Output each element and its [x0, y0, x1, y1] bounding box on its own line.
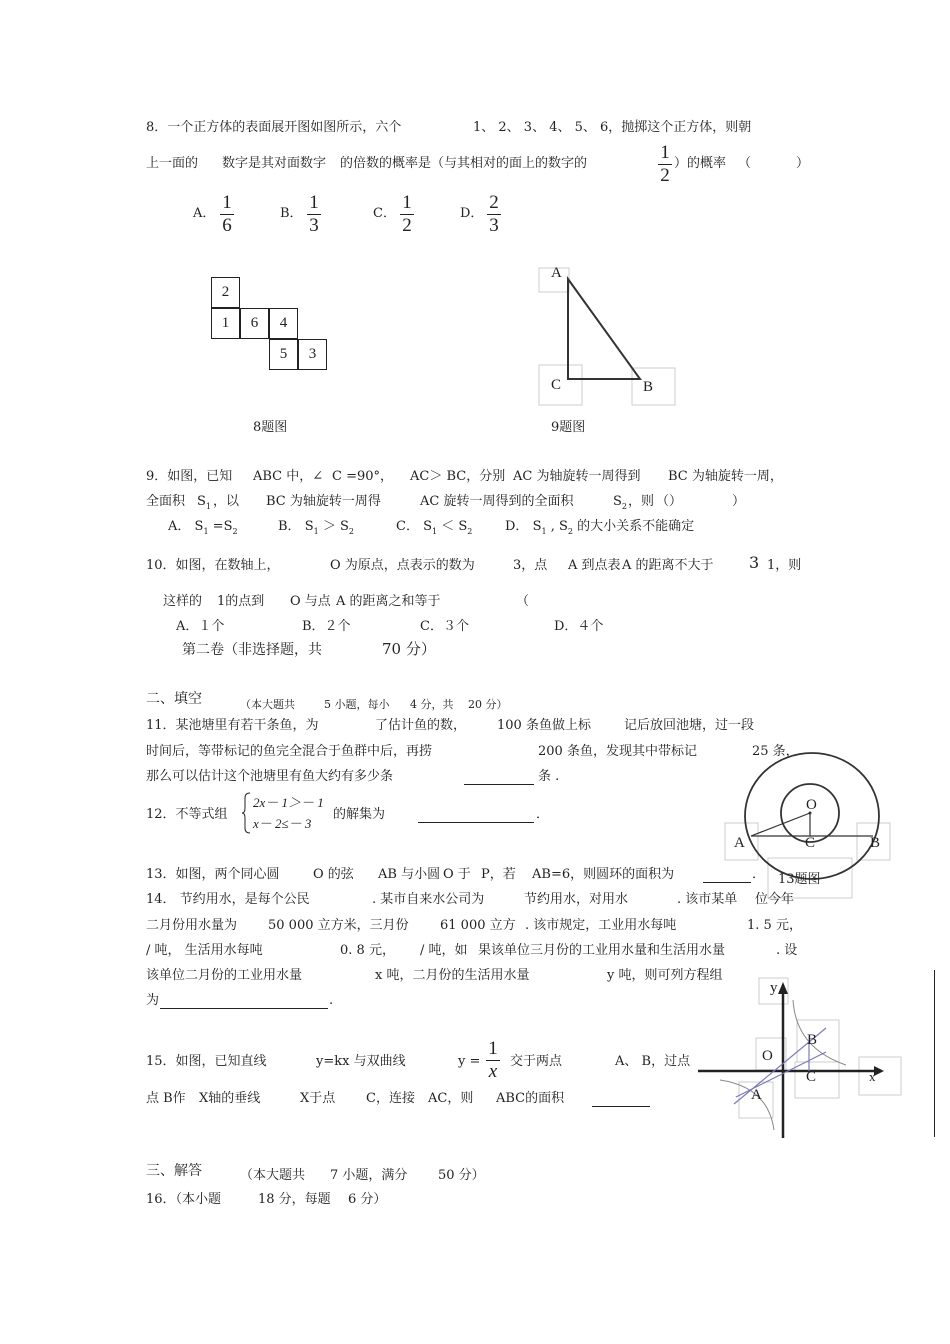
s-symbol: S [197, 494, 206, 509]
q15-frac-num: 1 [488, 1038, 498, 1059]
label-box [795, 1062, 839, 1098]
q8-half-fraction [657, 142, 673, 187]
q8-opt-c-label: C． [373, 206, 396, 221]
system-brace [242, 792, 252, 834]
q14-line4a: 该单位二月份的工业用水量 [146, 968, 303, 983]
q15-line2e: AC，则 [428, 1091, 474, 1106]
q14-line3a: / 吨， 生活用水每吨 [146, 943, 263, 958]
q8-opt-b-label: B． [280, 206, 303, 221]
s-symbol: S [340, 519, 349, 534]
hyperbola-graph-figure [698, 970, 904, 1140]
graph-a-label: A [751, 1087, 762, 1103]
q9-option-b [278, 519, 354, 540]
q9-line2c: ，以 [213, 494, 240, 509]
subscript: 2 [348, 527, 354, 536]
q11-line2b: 200 条鱼，发现其中带标记 [538, 744, 697, 759]
q15-line1a: 15．如图，已知直线 [146, 1054, 267, 1069]
sec2-note-d: 20 分） [468, 698, 508, 711]
q11-line1d: 记后放回池塘，过一段 [624, 718, 755, 733]
q14-line3c: / 吨，如 [420, 943, 468, 958]
q8-opt-d-fraction [486, 192, 502, 237]
vertex-b-label: B [643, 379, 654, 395]
subscript: 1 [203, 527, 209, 536]
q9-option-a [168, 519, 238, 540]
q11-line2c: 25 条， [752, 744, 799, 759]
q12-suffix: 的解集为 [333, 807, 386, 822]
circle-o-label: O [806, 797, 817, 813]
q16-line-c: 6 分） [348, 1192, 387, 1207]
q9-line1b: ABC 中，∠ [253, 469, 324, 484]
q11-line1b: 了估计鱼的数， [375, 718, 467, 733]
relation: ＜ [441, 519, 455, 534]
q8-opt-b-den: 3 [309, 215, 319, 236]
q8-opt-d-num: 2 [489, 192, 499, 213]
q8-opt-c-den: 2 [402, 215, 412, 236]
q9-line1d: AC＞ BC，分别 [410, 469, 506, 484]
q14-line4c: y 吨，则可列方程组 [607, 968, 723, 983]
q14-line3d: 果该单位三月份的工业用水量和生活用水量 [478, 943, 726, 958]
q14-line2e: 1. 5 元， [747, 918, 802, 933]
net-cell: 6 [240, 308, 269, 339]
graph-b-label: B [807, 1032, 818, 1048]
q10-line1d: A 到点表 [568, 558, 621, 573]
opt-text: 的大小关系不能确定 [577, 519, 695, 534]
q11-line3b: 条 . [538, 769, 560, 784]
s-symbol: S [304, 519, 314, 534]
part2-heading-b: 70 分） [382, 640, 436, 658]
q10-line1f: 3 [749, 553, 760, 572]
sec2-note-a: （本大题共 [240, 698, 295, 711]
q8-opt-a-den: 6 [222, 215, 232, 236]
q9-line2a: 全面积 [146, 494, 186, 509]
circle-c-label: C [805, 835, 816, 851]
q13-line-b: O 的弦 [313, 867, 354, 882]
part2-heading-a: 第二卷（非选择题，共 [182, 642, 322, 658]
q14-line3e: . 设 [776, 943, 798, 958]
s-symbol: S [423, 519, 432, 534]
subscript: 1 [205, 502, 211, 511]
q9-line1f: BC 为轴旋转一周， [668, 469, 783, 484]
q8-line2a: 上一面的 [146, 156, 199, 171]
s-symbol: S [532, 519, 542, 534]
graph-x-label: x [869, 1069, 876, 1084]
q10-line1b: O 为原点，点表示的数为 [330, 558, 475, 573]
q8-paren-open: （ [738, 156, 752, 171]
q9-line1c: C =90°， [332, 469, 394, 484]
q8-opt-b-num: 1 [309, 192, 319, 213]
hyperbola-branch-2 [720, 1080, 774, 1130]
q9-line1a: 9．如图，已知 [146, 469, 233, 484]
q8-opt-d-label: D． [460, 206, 484, 221]
net-cell: 2 [211, 277, 240, 308]
q8-opt-b-fraction [306, 192, 322, 237]
q10-line2c: O 与点 [290, 594, 331, 609]
sec2-note-c: 4 分，共 [410, 698, 454, 711]
q11-line3a: 那么可以估计这个池塘里有鱼大约有多少条 [146, 769, 394, 784]
q15-line2b: X轴的垂线 [199, 1091, 261, 1106]
q11-line2a: 时间后，等带标记的鱼完全混合于鱼群中后，再捞 [146, 744, 433, 759]
q9-line2b [197, 494, 211, 515]
q13-answer-blank [703, 882, 751, 883]
opt-label: B． [278, 519, 301, 534]
q14-line1a: 14． 节约用水，是每个公民 [146, 892, 310, 907]
outer-circle [745, 753, 879, 879]
sec3-note-c: 50 分） [438, 1168, 485, 1183]
sec3-note-b: 7 小题，满分 [330, 1168, 408, 1183]
q9-line2e: AC 旋转一周得到的全面积 [420, 494, 574, 509]
q8-paren-close: ） [796, 156, 810, 171]
q12-end: ． [536, 807, 550, 822]
sec2-note-b: 5 小题，每小 [324, 698, 390, 711]
q12-label: 12．不等式组 [146, 807, 228, 822]
q8-half-den: 2 [660, 165, 670, 186]
circle-a-label: A [734, 835, 745, 851]
q15-answer-blank [592, 1106, 650, 1107]
q8-opt-a-num: 1 [222, 192, 232, 213]
q9-line2f [613, 494, 627, 515]
q15-line1b: y=kx 与双曲线 [316, 1054, 406, 1069]
q10-line2d: A 的距离之和等于 [336, 594, 441, 609]
q9-line1e: AC 为轴旋转一周得到 [513, 469, 641, 484]
q10-line2b: 1的点到 [217, 594, 265, 609]
q14-line3b: 0. 8 元， [340, 943, 395, 958]
q15-frac-den: x [488, 1061, 498, 1082]
vertex-a-label: A [551, 265, 562, 281]
q8-line2d: ）的概率 [674, 156, 727, 171]
subscript: 2 [232, 527, 238, 536]
label-box [859, 1057, 901, 1095]
q8-opt-c-num: 1 [402, 192, 412, 213]
q11-line1c: 100 条鱼做上标 [497, 718, 591, 733]
q9-line2d: BC 为轴旋转一周得 [266, 494, 381, 509]
q12-inequality-1: 2x－ 1＞－ 1 [253, 795, 324, 810]
q14-line1e: 位今年 [755, 892, 795, 907]
q13-line-a: 13．如图，两个同心圆 [146, 867, 280, 882]
q14-line2a: 二月份用水量为 [146, 918, 238, 933]
q8-line1b: 1、 2、 3、 4、 5、 6，抛掷这个正方体，则朝 [473, 120, 752, 135]
q10-line1a: 10．如图，在数轴上， [146, 558, 280, 573]
margin-line [934, 970, 935, 1137]
q14-line5a: 为 [146, 993, 160, 1008]
q14-line1b: . 某市自来水公司为 [372, 892, 485, 907]
q8-line1a: 8．一个正方体的表面展开图如图所示，六个 [146, 120, 402, 135]
s-symbol: S [458, 519, 468, 534]
q15-line1e: A、 B，过点 [615, 1054, 691, 1069]
q8-opt-d-den: 3 [489, 215, 499, 236]
q9-line2g: ，则 [628, 494, 655, 509]
q11-line1a: 11．某池塘里有若干条鱼，为 [146, 718, 319, 733]
subscript: 1 [432, 527, 438, 536]
graph-y-label: y [770, 980, 778, 996]
q14-line2b: 50 000 立方米，三月份 [268, 918, 409, 933]
q16-line-b: 18 分，每题 [258, 1192, 331, 1207]
q12-inequality-2: x－ 2≤－ 3 [253, 816, 312, 831]
q14-answer-blank [160, 1008, 328, 1009]
q13-line-end: ． [752, 867, 766, 882]
opt-label: D． [505, 519, 529, 534]
q8-opt-a-fraction [219, 192, 235, 237]
s-symbol: S [613, 494, 622, 509]
graph-c-label: C [806, 1069, 817, 1085]
q15-line2a: 点 B作 [146, 1091, 186, 1106]
s-symbol: S [194, 519, 204, 534]
relation: ＞ [322, 519, 336, 534]
q9-line2h: （） [656, 494, 683, 509]
q15-line1c: y = [458, 1054, 481, 1069]
s-symbol: , S [550, 519, 568, 534]
q13-line-d: O 于 [443, 867, 471, 882]
q10-opt-b: B．２个 [302, 619, 351, 634]
q15-line2d: C，连接 [366, 1091, 415, 1106]
q14-line2d: . 该市规定，工业用水每吨 [525, 918, 677, 933]
q11-answer-blank [464, 784, 534, 785]
q8-line2b: 数字是其对面数字 [222, 156, 327, 171]
q10-opt-d: D．４个 [554, 619, 604, 634]
opt-label: A． [168, 519, 191, 534]
subscript: 2 [567, 527, 573, 536]
q9-option-c [396, 519, 472, 540]
q8-opt-c-fraction [399, 192, 415, 237]
q10-opt-a: A．１个 [176, 619, 225, 634]
opt-label: C． [396, 519, 419, 534]
q8-line2c: 的倍数的概率是（与其相对的面上的数字的 [340, 156, 588, 171]
q10-line1e: A 的距离不大于 [622, 558, 714, 573]
subscript: 2 [467, 527, 473, 536]
q15-line1d: 交于两点 [510, 1054, 563, 1069]
q14-line1c: 节约用水，对用水 [524, 892, 629, 907]
q13-caption: 13题图 [778, 872, 821, 887]
q12-answer-blank [418, 822, 534, 823]
net-cell: 3 [298, 339, 327, 370]
net-cell: 1 [211, 308, 240, 339]
q14-line2c: 61 000 立方 [440, 918, 516, 933]
q8-caption: 8题图 [253, 420, 288, 435]
sec3-note-a: （本大题共 [240, 1168, 306, 1183]
q13-line-e: P，若 [481, 867, 516, 882]
q9-line2i: ） [732, 494, 746, 509]
label-box [632, 368, 675, 405]
q13-line-c: AB 与小圆 [378, 867, 441, 882]
q13-line-f: AB=6，则圆环的面积为 [532, 867, 675, 882]
graph-o-label: O [762, 1048, 773, 1064]
q9-caption: 9题图 [551, 420, 586, 435]
q10-line1c: 3，点 [513, 558, 548, 573]
subscript: 1 [541, 527, 547, 536]
q9-option-d [505, 519, 694, 540]
circle-b-label: B [870, 835, 881, 851]
q15-line2f: ABC的面积 [496, 1091, 565, 1106]
q14-line5b: . [329, 993, 334, 1008]
q16-line-a: 16．（本小题 [146, 1192, 222, 1207]
right-triangle [568, 279, 640, 379]
q10-opt-c: C．３个 [420, 619, 469, 634]
q14-line4b: x 吨，二月份的生活用水量 [375, 968, 530, 983]
vertex-c-label: C [551, 377, 562, 393]
q10-line1g: 1，则 [767, 558, 802, 573]
net-cell: 5 [269, 339, 298, 370]
q10-line2a: 这样的 [163, 594, 203, 609]
q15-fraction [485, 1038, 501, 1083]
sec2-title: 二、填空 [146, 691, 202, 707]
sec3-title: 三、解答 [146, 1163, 202, 1179]
q10-line2e: （ [516, 594, 530, 609]
y-axis-arrow-icon [778, 982, 788, 994]
q8-opt-a-label: A． [193, 206, 216, 221]
subscript: 1 [313, 527, 319, 536]
q8-half-num: 1 [660, 142, 670, 163]
q14-line1d: . 该市某单 [677, 892, 738, 907]
q15-line2c: X于点 [300, 1091, 336, 1106]
net-cell: 4 [269, 308, 298, 339]
subscript: 2 [621, 502, 627, 511]
eq-text: =S [212, 519, 233, 534]
